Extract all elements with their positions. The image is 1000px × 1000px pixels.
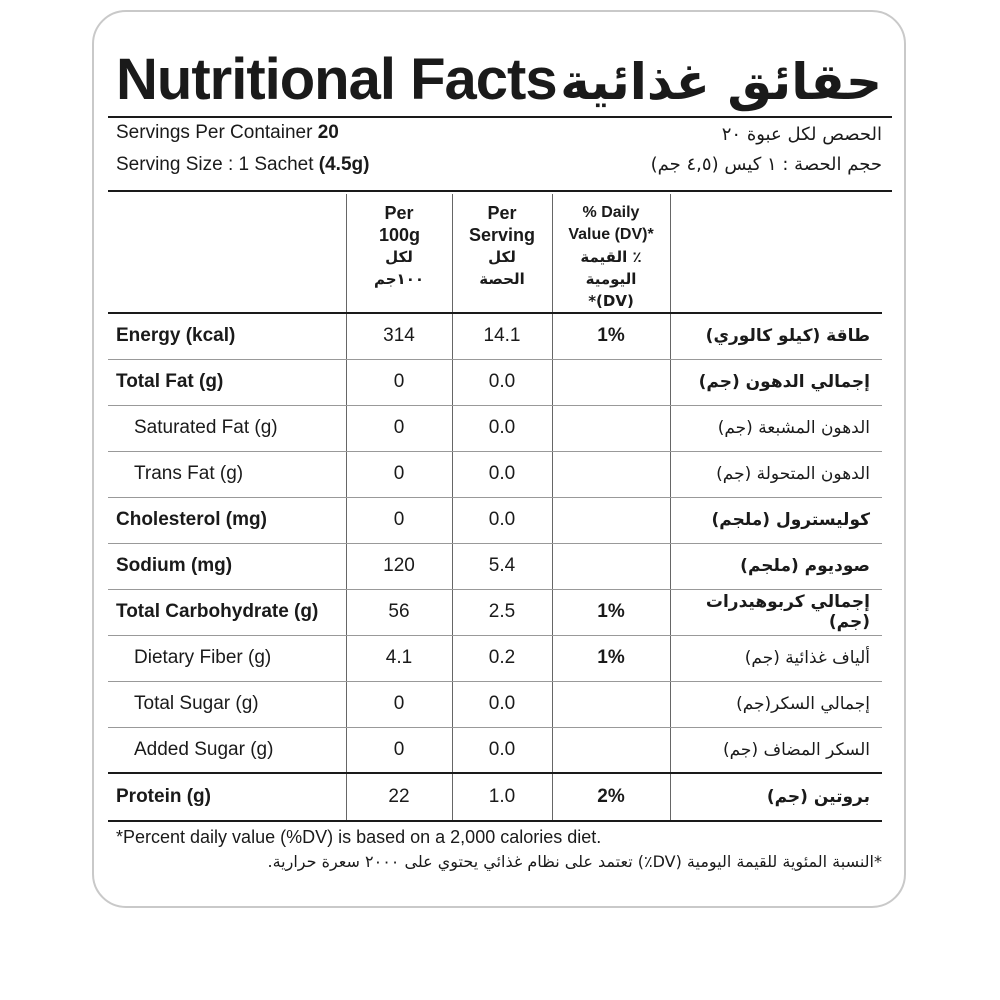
row-label: Protein (g) <box>108 773 346 821</box>
row-daily-value: 2% <box>552 773 670 821</box>
row-label-arabic: ألياف غذائية (جم) <box>670 635 882 681</box>
row-label: Cholesterol (mg) <box>108 497 346 543</box>
row-daily-value <box>552 405 670 451</box>
row-per-serving: 0.0 <box>452 727 552 773</box>
row-per-100g: 314 <box>346 313 452 359</box>
row-label-arabic: السكر المضاف (جم) <box>670 727 882 773</box>
row-per-serving: 0.0 <box>452 451 552 497</box>
serving-size-label: Serving Size : 1 Sachet <box>116 154 314 175</box>
title-arabic: حقائق غذائية <box>560 53 882 111</box>
row-label-arabic: إجمالي السكر(جم) <box>670 681 882 727</box>
row-label-arabic: الدهون المشبعة (جم) <box>670 405 882 451</box>
table-row-cholesterol <box>108 497 882 543</box>
table-row-total-carbohydrate <box>108 589 882 635</box>
row-per-100g: 0 <box>346 497 452 543</box>
row-per-serving: 5.4 <box>452 543 552 589</box>
header-daily-value-ar: ٪ القيمة اليومية (DV)* <box>580 248 642 310</box>
row-daily-value <box>552 543 670 589</box>
header-blank <box>108 194 346 313</box>
servings-arabic: الحصص لكل عبوة ٢٠ <box>721 124 882 145</box>
title-divider <box>108 116 892 118</box>
row-per-100g: 0 <box>346 359 452 405</box>
row-daily-value <box>552 359 670 405</box>
row-per-100g: 0 <box>346 451 452 497</box>
row-label: Sodium (mg) <box>108 543 346 589</box>
row-daily-value <box>552 451 670 497</box>
row-per-100g: 0 <box>346 727 452 773</box>
row-per-serving: 14.1 <box>452 313 552 359</box>
header-daily-value-en: % Daily Value (DV)* <box>568 204 654 243</box>
row-per-serving: 0.0 <box>452 405 552 451</box>
servings-divider <box>108 190 892 192</box>
row-label-arabic: إجمالي الدهون (جم) <box>670 359 882 405</box>
table-row-protein <box>108 773 882 821</box>
table-header-row <box>108 194 882 313</box>
table-row-sodium <box>108 543 882 589</box>
row-label-arabic: بروتين (جم) <box>670 773 882 821</box>
table-row-total-fat <box>108 359 882 405</box>
header-per-100g-en: Per 100g <box>379 203 421 245</box>
header-per-serving <box>452 194 552 313</box>
row-label: Added Sugar (g) <box>108 727 346 773</box>
row-per-serving: 0.2 <box>452 635 552 681</box>
row-label-arabic: إجمالي كربوهيدرات (جم) <box>670 589 882 635</box>
title-english: Nutritional Facts <box>116 47 557 112</box>
serving-size <box>116 154 369 176</box>
row-label-arabic: صوديوم (ملجم) <box>670 543 882 589</box>
row-per-serving: 2.5 <box>452 589 552 635</box>
row-daily-value: 1% <box>552 635 670 681</box>
row-label: Total Carbohydrate (g) <box>108 589 346 635</box>
row-label-arabic: الدهون المتحولة (جم) <box>670 451 882 497</box>
table-row-dietary-fiber <box>108 635 882 681</box>
row-label: Dietary Fiber (g) <box>108 635 346 681</box>
row-daily-value <box>552 727 670 773</box>
row-per-serving: 1.0 <box>452 773 552 821</box>
servings-per-container-value: 20 <box>317 122 339 143</box>
row-per-serving: 0.0 <box>452 359 552 405</box>
table-row-added-sugar <box>108 727 882 773</box>
row-daily-value <box>552 681 670 727</box>
row-label: Trans Fat (g) <box>108 451 346 497</box>
serving-size-value: (4.5g) <box>318 154 370 175</box>
row-per-serving: 0.0 <box>452 681 552 727</box>
row-daily-value <box>552 497 670 543</box>
row-per-100g: 120 <box>346 543 452 589</box>
header-daily-value <box>552 194 670 313</box>
header-per-serving-ar: لكل الحصة <box>479 248 525 288</box>
header-per-100g-ar: لكل ١٠٠جم <box>373 248 425 288</box>
row-label: Total Fat (g) <box>108 359 346 405</box>
row-label: Energy (kcal) <box>108 313 346 359</box>
servings-per-container-label: Servings Per Container <box>116 122 313 143</box>
header-per-100g <box>346 194 452 313</box>
row-per-100g: 0 <box>346 405 452 451</box>
row-per-serving: 0.0 <box>452 497 552 543</box>
servings-per-container <box>116 122 339 144</box>
row-per-100g: 4.1 <box>346 635 452 681</box>
row-label: Saturated Fat (g) <box>108 405 346 451</box>
serving-size-arabic: حجم الحصة : ١ كيس (٤,٥ جم) <box>650 154 882 175</box>
table-row-saturated-fat <box>108 405 882 451</box>
row-per-100g: 56 <box>346 589 452 635</box>
header-per-serving-en: Per Serving <box>468 203 536 245</box>
footnote-arabic: *النسبة المئوية للقيمة اليومية (DV٪) تعتمد على نظام غذائي يحتوي على ٢٠٠٠ سعرة حرارية. <box>267 852 882 871</box>
row-label-arabic: كوليسترول (ملجم) <box>670 497 882 543</box>
nutrition-table <box>108 194 882 822</box>
row-label-arabic: طاقة (كيلو كالوري) <box>670 313 882 359</box>
table-row-total-sugar <box>108 681 882 727</box>
row-per-100g: 0 <box>346 681 452 727</box>
row-daily-value: 1% <box>552 313 670 359</box>
row-daily-value: 1% <box>552 589 670 635</box>
row-label: Total Sugar (g) <box>108 681 346 727</box>
footnote-english: *Percent daily value (%DV) is based on a 2,000 calories diet. <box>116 827 602 847</box>
table-row-energy <box>108 313 882 359</box>
header-blank-arabic <box>670 194 882 313</box>
row-per-100g: 22 <box>346 773 452 821</box>
table-row-trans-fat <box>108 451 882 497</box>
